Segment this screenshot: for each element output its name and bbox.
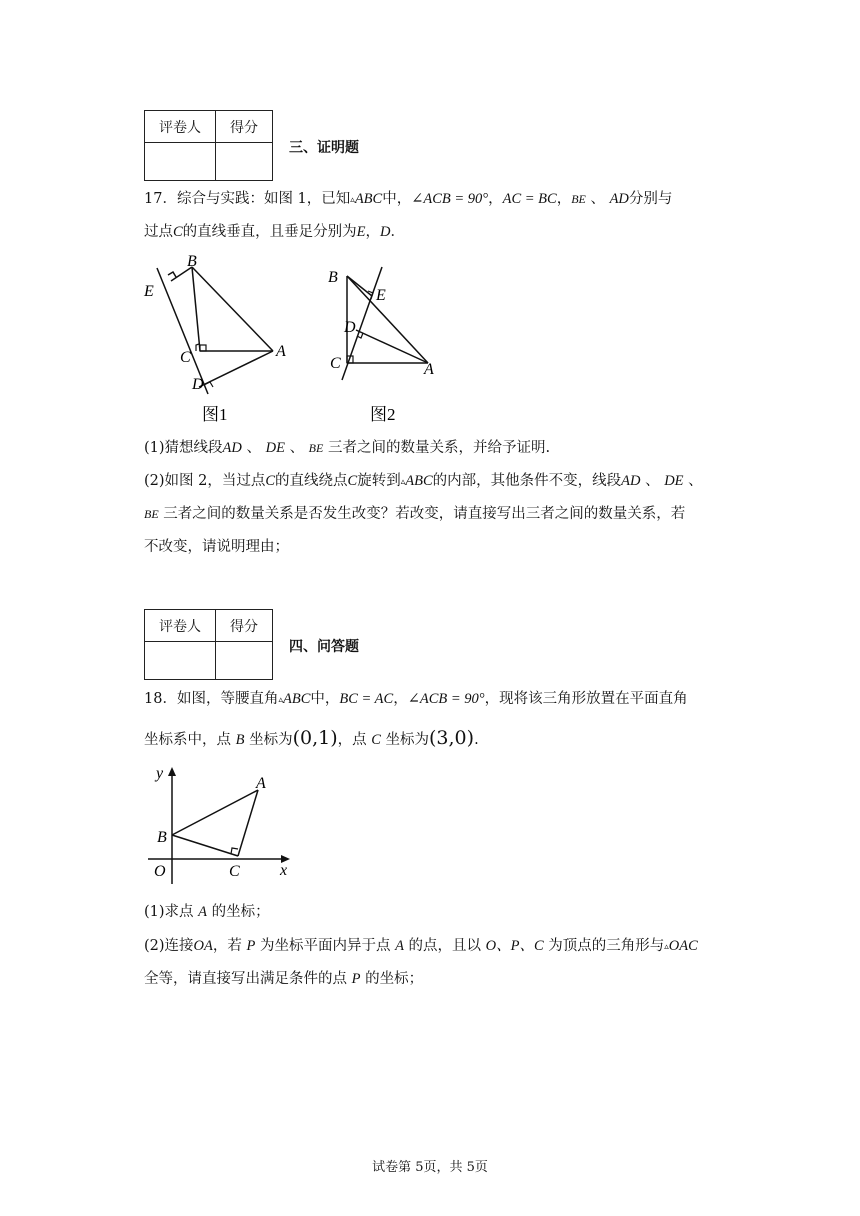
grader-cell-2: [145, 642, 216, 680]
page-footer: 试卷第 5页，共 5页: [372, 1160, 488, 1175]
q18-a3: ，现将该三角形放置在平面直角: [484, 691, 688, 707]
axis-y-label: y: [156, 765, 164, 782]
fig2-label-c: C: [330, 355, 341, 372]
q18-part2e: 为顶点的三角形与: [548, 938, 665, 954]
q17-in: 中，: [382, 191, 412, 207]
q17-perp-tail: 分别与: [628, 191, 673, 207]
q18-part2-line-2: [144, 968, 423, 990]
y-axis-arrow: [168, 767, 176, 776]
q17-part2-c2: C: [347, 473, 358, 489]
q18-part1b: 的坐标；: [211, 904, 270, 920]
q18-c-label: C: [371, 732, 381, 748]
fig1-label-a: A: [276, 343, 286, 360]
q17-part1-prefix: (1)猜想线段: [144, 440, 223, 456]
fig2-label-d: D: [344, 319, 356, 336]
q18-part2a: (2)连接: [144, 938, 194, 954]
q18-p1: P: [246, 938, 256, 954]
score-header: 得分: [216, 111, 273, 143]
q18-b-label: B: [235, 732, 245, 748]
q18-b4: 坐标为: [385, 732, 430, 748]
q18-part2g: 的坐标；: [365, 971, 424, 987]
fig2-caption: 图2: [370, 405, 396, 424]
q18-ccoord: (3,0): [429, 727, 475, 749]
fig2-label-b: B: [328, 269, 338, 286]
q17-part1-de: DE: [265, 440, 285, 456]
score-header-2: 得分: [216, 610, 273, 642]
q17-sep: 、: [590, 191, 605, 207]
q17-part2-ad: AD: [621, 473, 641, 489]
q17-part2-de: DE: [664, 473, 684, 489]
q18-bcoord: (0,1): [292, 727, 338, 749]
q18-eq: BC = AC: [339, 691, 394, 707]
q17-part2-d: 的内部，其他条件不变，线段: [432, 473, 622, 489]
q17-part1-mid: 三者之间的数量关系，并给予证明.: [327, 440, 551, 456]
q18-angle: ∠ACB = 90°: [407, 691, 485, 707]
score-cell-2: [216, 642, 273, 680]
q17-part2-b: 的直线绕点: [275, 473, 348, 489]
coord-label-a: A: [256, 775, 266, 792]
q18-b1: 坐标系中，点: [144, 732, 231, 748]
q18-oac: OAC: [668, 938, 698, 954]
q18-part2-a: A: [395, 938, 404, 954]
q18-part2c: 为坐标平面内异于点: [259, 938, 391, 954]
q17-angle: ∠ACB = 90°: [411, 191, 489, 207]
q17-number: 17: [144, 191, 163, 207]
q18-part2b: ，若: [212, 938, 242, 954]
fig2-label-e: E: [376, 287, 386, 304]
q18-part2-line-1: (2)连接OA，若 P 为坐标平面内异于点 A 的点，且以 O、P、C 为顶点的三角形与▵OAC: [144, 938, 698, 954]
q18-part1-a: A: [198, 904, 208, 920]
q17-tri-abc: ABC: [354, 191, 383, 207]
coord-label-o: O: [154, 863, 166, 880]
q17-eq: AC = BC: [502, 191, 557, 207]
grader-header-2: 评卷人: [145, 610, 216, 642]
q17-part2-be: BE: [144, 507, 159, 521]
q17-e: E: [356, 224, 366, 240]
q17-c: C: [173, 224, 183, 240]
q17-part1-ad: AD: [222, 440, 242, 456]
q17-intro: 综合与实践：如图 1，已知: [176, 191, 351, 207]
q17-part1-be: BE: [308, 441, 324, 455]
grader-header: 评卷人: [145, 111, 216, 143]
q18-b2: 坐标为: [249, 732, 293, 748]
q17-part2-e: 三者之间的数量关系是否发生改变？若改变，请直接写出三者之间的数量关系，若: [163, 506, 686, 522]
q18-oa: OA: [193, 938, 213, 954]
q17-line2: 过点: [144, 224, 173, 240]
q18-part2d: 的点，且以: [408, 938, 482, 954]
score-table-1: [144, 110, 273, 181]
q18-opc: O、P、C: [485, 938, 544, 954]
fig1-label-d: D: [192, 376, 204, 393]
fig2-label-a: A: [424, 361, 434, 378]
q18-part2f: 全等，请直接写出满足条件的点: [144, 971, 347, 987]
q17-line-2: 过点C的直线垂直，且垂足分别为E，D．: [144, 224, 406, 240]
q18-a1: ．如图，等腰直角: [162, 691, 279, 707]
q17-d: D: [380, 224, 391, 240]
fig1-label-e: E: [144, 283, 154, 300]
q17-part2-line-3: [144, 536, 289, 558]
section-4-title: 四、问答题: [289, 639, 359, 655]
q18-line-2: 坐标系中，点 B 坐标为(0,1)，点 C 坐标为(3,0).: [144, 727, 479, 749]
q17-part2-sep2: 、: [688, 473, 703, 489]
q17-part2-f: 不改变，请说明理由；: [144, 539, 289, 555]
fig1-label-c: C: [180, 349, 191, 366]
q18-part1-text: (1)求点: [144, 904, 194, 920]
coordinate-figure: [140, 762, 300, 887]
q18-line-1: 18．如图，等腰直角▵ABC中，BC = AC，∠ACB = 90°，现将该三角形放置在平面直角: [144, 691, 688, 707]
q18-p2: P: [351, 971, 361, 987]
grader-cell: [145, 143, 216, 181]
q17-part1: [144, 437, 550, 459]
q17-part1-sep1: 、: [246, 440, 261, 456]
q18-a2: 中，: [310, 691, 340, 707]
fig1-label-b: B: [187, 253, 197, 270]
section-3-title: 三、证明题: [289, 140, 359, 156]
q17-part2-line-1: (2)如图 2，当过点C的直线绕点C旋转到▵ABC的内部，其他条件不变，线段AD 、 DE 、: [144, 473, 703, 489]
q18-part1: [144, 901, 270, 923]
q17-part2-a: (2)如图 2，当过点: [144, 473, 266, 489]
q17-part2-abc: ABC: [405, 473, 433, 489]
q17-part2-line-2: [144, 503, 685, 525]
q18-b3: ，点: [337, 732, 367, 748]
q17-part2-c: 旋转到: [357, 473, 401, 489]
q18-number: 18: [144, 691, 163, 707]
score-table-2: [144, 609, 273, 680]
q17-line2b: 的直线垂直，且垂足分别为: [182, 224, 357, 240]
fig1-caption: 图1: [202, 405, 228, 424]
q17-part2-c1: C: [265, 473, 276, 489]
coord-label-b: B: [157, 829, 167, 846]
q17-ad: AD: [609, 191, 629, 207]
q18-abc: ABC: [282, 691, 311, 707]
q17-part1-sep2: 、: [289, 440, 305, 456]
figure-2: [320, 262, 450, 425]
figure-1: [140, 250, 290, 425]
coord-label-c: C: [229, 863, 240, 880]
q17-line-1: 17．综合与实践：如图 1，已知▵ABC中，∠ACB = 90°，AC = BC，BE 、 AD分别与: [144, 191, 673, 207]
axis-x-label: x: [280, 862, 288, 879]
q17-be: BE: [571, 192, 586, 206]
score-cell: [216, 143, 273, 181]
q17-part2-sep1: 、: [645, 473, 660, 489]
